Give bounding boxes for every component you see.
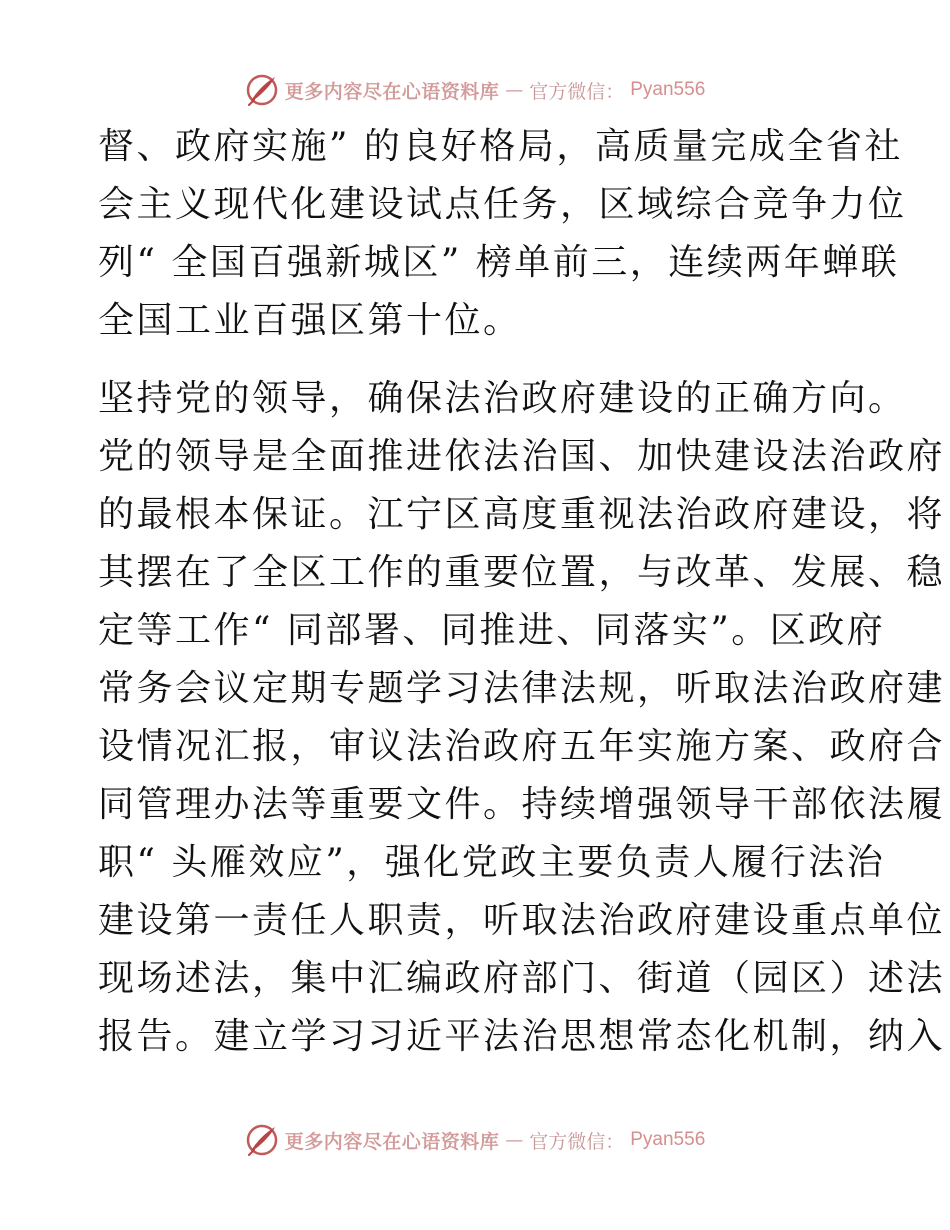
banner-label: 官方微信： [529, 1130, 625, 1153]
text-line: 常务会议定期专题学习法律法规，听取法治政府建 [98, 668, 946, 709]
document-body [98, 118, 946, 1066]
banner-account: Pyan556 [630, 79, 706, 100]
banner-account: Pyan556 [630, 1129, 706, 1150]
text-line: 党的领导是全面推进依法治国、加快建设法治政府 [98, 436, 946, 477]
banner-main-text: 更多内容尽在心语资料库 [284, 80, 500, 103]
text-line: 现场述法，集中汇编政府部门、街道（园区）述法 [98, 958, 946, 999]
banner-separator: — [505, 79, 524, 101]
banner-label: 官方微信： [529, 80, 625, 103]
text-line: 同管理办法等重要文件。持续增强领导干部依法履 [98, 784, 946, 825]
header-banner [0, 70, 950, 110]
text-line: 会主义现代化建设试点任务，区域综合竞争力位 [98, 184, 907, 225]
text-line: 报告。建立学习习近平法治思想常态化机制，纳入 [98, 1016, 946, 1057]
text-line: 督、政府实施” 的良好格局，高质量完成全省社 [98, 126, 903, 167]
paragraph [98, 370, 946, 1066]
quill-logo-icon [245, 73, 279, 107]
paragraph-gap [98, 350, 858, 370]
text-line: 列“ 全国百强新城区” 榜单前三，连续两年蝉联 [98, 242, 900, 283]
banner-main-text: 更多内容尽在心语资料库 [284, 1130, 500, 1153]
text-line: 坚持党的领导，确保法治政府建设的正确方向。 [98, 378, 907, 419]
quill-logo-icon [245, 1123, 279, 1157]
text-line: 其摆在了全区工作的重要位置，与改革、发展、稳 [98, 552, 946, 593]
paragraph [98, 118, 907, 350]
text-line: 职“ 头雁效应”，强化党政主要负责人履行法治 [98, 842, 886, 883]
footer-banner [0, 1120, 950, 1160]
text-line: 的最根本保证。江宁区高度重视法治政府建设，将 [98, 494, 946, 535]
text-line: 设情况汇报，审议法治政府五年实施方案、政府合 [98, 726, 946, 767]
text-line: 全国工业百强区第十位。 [98, 300, 522, 341]
text-line: 定等工作“ 同部署、同推进、同落实”。区政府 [98, 610, 886, 651]
banner-separator: — [505, 1129, 524, 1151]
text-line: 建设第一责任人职责，听取法治政府建设重点单位 [98, 900, 946, 941]
